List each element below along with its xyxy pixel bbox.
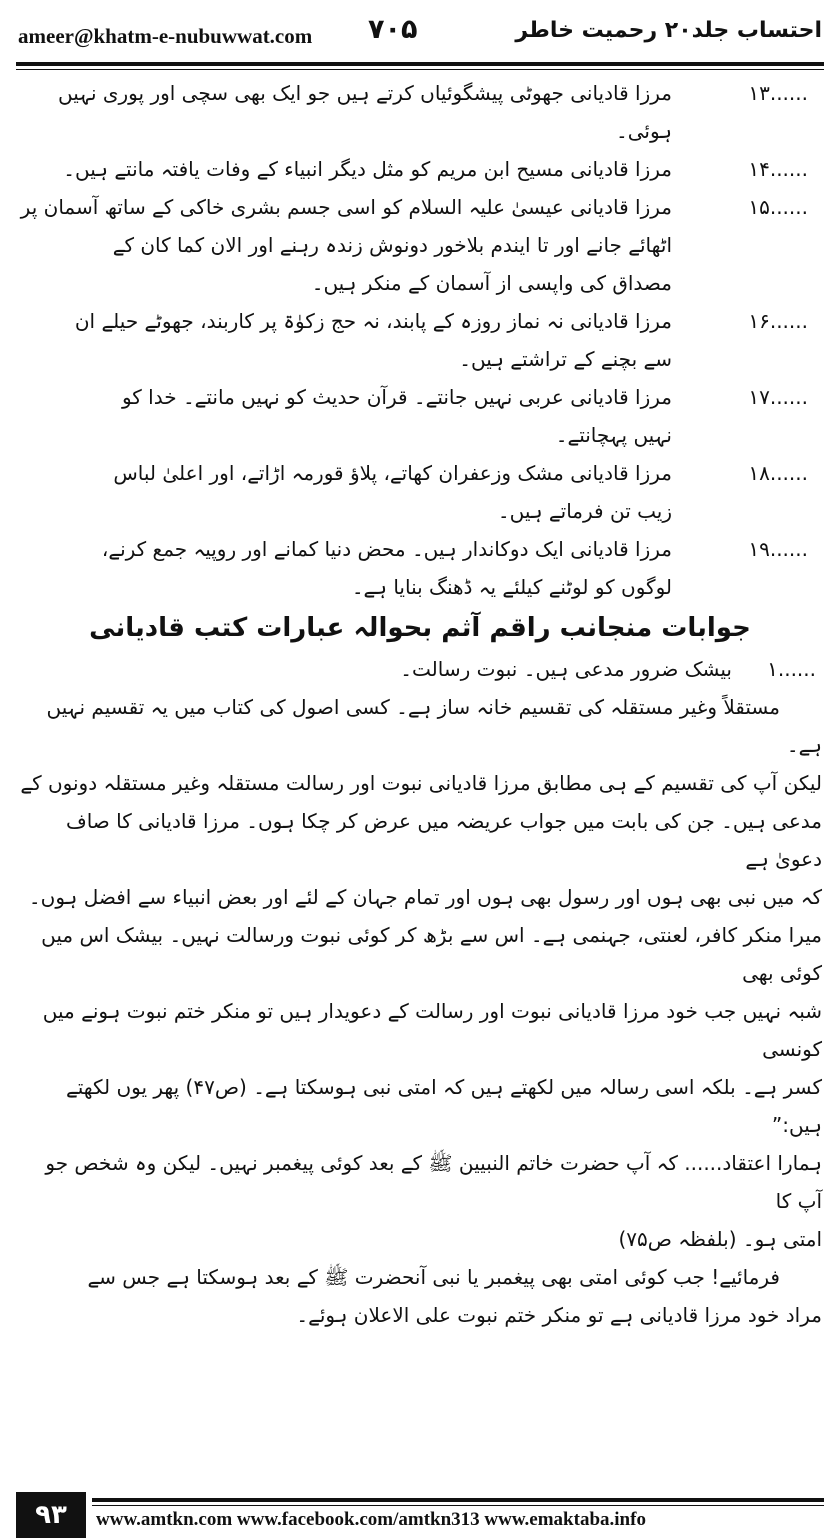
list-item-line: اٹھائے جانے اور تا ایندم بلاخور دونوش زندہ رہنے اور الان کما کان کے (112, 233, 672, 257)
paragraph-line: مدعی ہیں۔ جن کی بابت میں جواب عریضہ میں عرض کر چکا ہوں۔ مرزا قادیانی کا صاف دعویٰ ہے (65, 809, 822, 871)
list-item (18, 378, 822, 454)
header-email: ameer@khatm-e-nubuwwat.com (18, 24, 313, 48)
list-item-line: نہیں پہچانتے۔ (555, 423, 672, 447)
answer-number: ۱...... (767, 657, 816, 681)
header-title: احتساب جلد۲۰ رحمیت خاطر (515, 18, 822, 43)
answer-first-line: بیشک ضرور مدعی ہیں۔ نبوت رسالت۔ (400, 657, 732, 681)
list-item (18, 454, 822, 530)
paragraph-line: شبہ نہیں جب خود مرزا قادیانی نبوت اور رسالت کے دعویدار ہیں تو منکر ختم نبوت ہونے میں کونسی (42, 999, 822, 1061)
list-item-line: زیب تن فرماتے ہیں۔ (497, 499, 672, 523)
list-item-number: ۱۴...... (748, 157, 808, 181)
list-item-line: مرزا قادیانی مسیح ابن مریم کو مثل دیگر انبیاء کے وفات یافتہ مانتے ہیں۔ (63, 157, 672, 181)
list-item-line: مرزا قادیانی نہ نماز روزہ کے پابند، نہ حج زکوٰۃ پر کاربند، جھوٹے حیلے ان (74, 309, 672, 333)
footer-urls: www.amtkn.com www.facebook.com/amtkn313 www.emaktaba.info (96, 1509, 646, 1530)
list-item-line: مصداق کی واپسی از آسمان کے منکر ہیں۔ (311, 271, 672, 295)
answer-item (18, 650, 822, 688)
list-item (18, 302, 822, 378)
list-item-number: ۱۹...... (748, 537, 808, 561)
footer-rule-thin (92, 1505, 824, 1506)
list-item (18, 150, 822, 188)
list-item-line: لوگوں کو لوٹنے کیلئے یہ ڈھنگ بنایا ہے۔ (351, 575, 672, 599)
page-content (18, 74, 822, 1334)
header-rule-thick (16, 62, 824, 66)
list-item (18, 188, 822, 302)
section-heading: جوابات منجانب راقم آثم بحوالہ عبارات کتب قادیانی (89, 613, 751, 643)
paragraph-line: لیکن آپ کی تقسیم کے ہی مطابق مرزا قادیانی نبوت اور رسالت مستقلہ وغیر مستقلہ دونوں کے (20, 771, 822, 795)
answer-paragraph (18, 688, 822, 1258)
list-item-line: سے بچنے کے تراشتے ہیں۔ (459, 347, 672, 371)
list-item-line: مرزا قادیانی مشک وزعفران کھاتے، پلاؤ قورمہ اڑاتے، اور اعلیٰ لباس (113, 461, 672, 485)
paragraph-line: مستقلاً وغیر مستقلہ کی تقسیم خانہ ساز ہے۔ کسی اصول کی کتاب میں یہ تقسیم نہیں ہے۔ (46, 695, 822, 757)
paragraph-line: مراد خود مرزا قادیانی ہے تو منکر ختم نبوت علی الاعلان ہوئے۔ (296, 1303, 822, 1327)
page-footer (0, 1492, 840, 1540)
paragraph-line: کسر ہے۔ بلکہ اسی رسالہ میں لکھتے ہیں کہ امتی نبی ہوسکتا ہے۔ (ص۴۷) پھر یوں لکھتے ہیں:” (65, 1075, 822, 1137)
list-item-number: ۱۵...... (748, 195, 808, 219)
footer-rule-thick (92, 1498, 824, 1502)
paragraph-line: ہمارا اعتقاد...... کہ آپ حضرت خاتم النبیین ﷺ کے بعد کوئی پیغمبر نہیں۔ لیکن وہ شخص جو آپ کا (45, 1151, 822, 1213)
list-item-number: ۱۳...... (748, 81, 808, 105)
list-item-line: مرزا قادیانی عیسیٰ علیہ السلام کو اسی جسم بشری خاکی کے ساتھ آسمان پر (20, 195, 672, 219)
paragraph-line: کہ میں نبی بھی ہوں اور رسول بھی ہوں اور تمام جہان کے لئے اور بعض انبیاء سے افضل ہوں۔ (28, 885, 822, 909)
paragraph-line: فرمائیے! جب کوئی امتی بھی پیغمبر یا نبی آنحضرت ﷺ کے بعد ہوسکتا ہے جس سے (87, 1265, 780, 1289)
header-rule-thin (16, 69, 824, 70)
list-item (18, 74, 822, 150)
list-item-number: ۱۸...... (748, 461, 808, 485)
list-item-line: مرزا قادیانی ایک دوکاندار ہیں۔ محض دنیا کمانے اور روپیہ جمع کرنے، (101, 537, 672, 561)
numbered-list (18, 74, 822, 606)
list-item (18, 530, 822, 606)
list-item-line: مرزا قادیانی عربی نہیں جانتے۔ قرآن حدیث کو نہیں مانتے۔ خدا کو (121, 385, 672, 409)
paragraph-line: امتی ہو۔ (بلفظہ ص۷۵) (618, 1227, 822, 1251)
header-page-number: ۷۰۵ (368, 14, 418, 45)
page-header (18, 14, 822, 60)
paragraph-line: میرا منکر کافر، لعنتی، جہنمی ہے۔ اس سے بڑھ کر کوئی نبوت ورسالت نہیں۔ بیشک اس میں کوئی بھی (41, 923, 822, 985)
list-item-number: ۱۶...... (748, 309, 808, 333)
closing-paragraph (18, 1258, 822, 1334)
list-item-number: ۱۷...... (748, 385, 808, 409)
list-item-line: مرزا قادیانی جھوٹی پیشگوئیاں کرتے ہیں جو ایک بھی سچی اور پوری نہیں ہوئی۔ (57, 81, 672, 143)
footer-page-number: ۹۳ (16, 1492, 86, 1538)
